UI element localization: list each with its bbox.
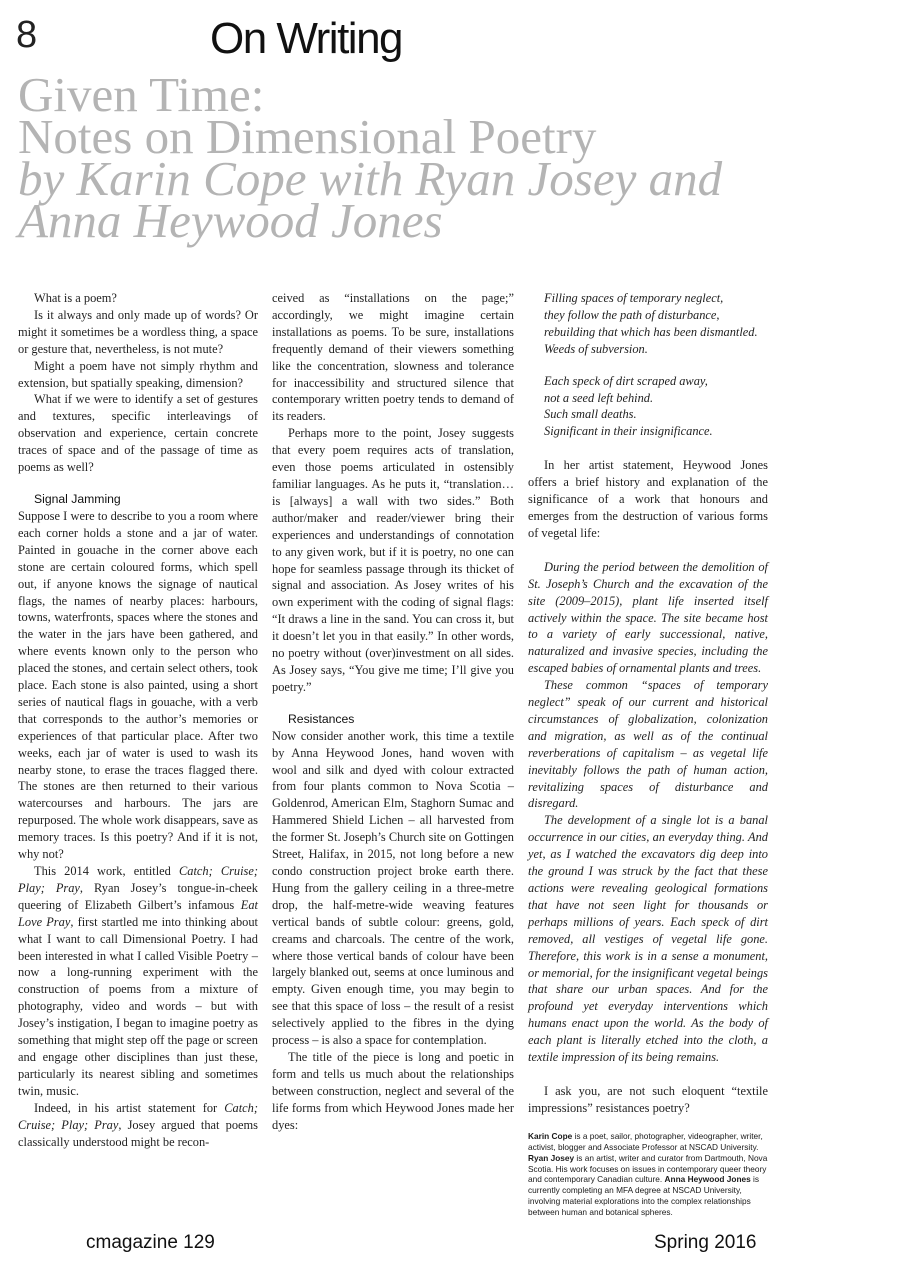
bio-text: is a poet, sailor, photographer, videographer, writer, activist, blogger and Associate Professor at NSCAD University.	[528, 1130, 763, 1152]
work-title: Catch; Cruise; Play; Pray	[18, 864, 258, 895]
footer-magazine: cmagazine 129	[86, 1232, 215, 1253]
paragraph: What is a poem?	[34, 291, 117, 305]
byline-line-1: by Karin Cope with Ryan Josey and	[18, 151, 723, 206]
bio-name: Anna Heywood Jones	[664, 1174, 751, 1185]
text-run: Indeed, in his artist statement for	[34, 1100, 225, 1115]
block-quote: During the period between the demolition of St. Joseph’s Church and the excavation of the site (2009–2015), plant life inserted itself actively within the space. The site became host to a variety of early successional, native, naturalized and invasive species, including the escaped babies of ornamental plants and trees.	[528, 559, 768, 676]
poem-line: Such small deaths.	[544, 407, 637, 422]
footer-issue: Spring 2016	[654, 1232, 757, 1253]
paragraph	[18, 1100, 258, 1151]
poem-stanza-2	[544, 373, 768, 441]
poem-line: Weeds of subversion.	[544, 341, 648, 356]
paragraph: Might a poem have not simply rhythm and extension, but spatially speaking, dimension?	[18, 358, 258, 390]
text-run: , first startled me into thinking about what I want to call Dimensional Poetry. I had been interested in what I called Visible Poetry – now a long-running experiment with the construction of poems from a mixture of photography, video and words – but with Josey’s instigation, I began to imagine poetry as something that might step off the page or screen and engage other disciplines than just these, particularly its nearest sibling and sometimes twin, music.	[18, 914, 258, 1098]
title-line-1: Given Time:	[18, 67, 265, 122]
text-run: This 2014 work, entitled	[34, 864, 179, 878]
spacer	[528, 1066, 768, 1083]
paragraph: Perhaps more to the point, Josey suggests that every poem requires acts of translation, even those poems articulated in ostensibly familiar languages. As he puts it, “translation…is [always] a wall with two sides.” Both author/maker and reader/viewer bring their experiences and understandings of connotation to any given work, but if it is poetry, no one can hope for seamless passage through its thicket of signal and association. As Josey writes of his own experiment with the coding of signal flags: “It draws a line in the sand. You can cross it, but it doesn’t let you in that easily.” In other words, no poetry without (over)investment on all sides. As Josey says, “You give me time; I’ll give you poetry.”	[272, 426, 514, 694]
text-run: , Ryan Josey’s tongue-in-cheek queering of Elizabeth Gilbert’s infamous	[18, 880, 258, 912]
book-title: Eat Love Pray	[18, 897, 258, 929]
paragraph	[18, 863, 258, 1100]
poem-line: Each speck of dirt scraped away,	[544, 373, 708, 388]
bio-text: is an artist, writer and curator from Dartmouth, Nova Scotia. His work focuses on issues in contemporary queer theory and contemporary Canadian culture.	[528, 1152, 768, 1185]
block-quote: These common “spaces of temporary neglect” speak of our current and historical circumstances of globalization, colonization and migration, as well as of the continual reverberations of capitalism – as vegetal life inevitably follows the path of human action, revitalizing spaces of disturbance and disregard.	[528, 678, 768, 811]
bio-text: is currently completing an MFA degree at NSCAD University, involving material explorations into the complex relationships between human and botanical spheres.	[528, 1174, 760, 1218]
paragraph: What if we were to identify a set of gestures and textures, specific interleavings of observation and experience, certain concrete traces of space and of the passage of time as poems as well?	[18, 392, 258, 475]
block-quote: The development of a single lot is a banal occurrence in our cities, an everyday thing. And yet, as I watched the excavators dig deep into the ground I was struck by the fact that these actions were revealing geological formations that have not seen light for thousands or perhaps millions of years. Each speck of dirt removed, all vestiges of vegetal life gone. Therefore, this work is in a sense a monument, or memorial, for the insignificant vegetal beings that share our urban spaces. And for the profound yet everyday interventions which humans enact upon the world. As the body of each plant is literally etched into the cloth, a textile impression of its being remains.	[528, 813, 768, 1065]
column-2	[272, 290, 514, 1134]
paragraph: Now consider another work, this time a textile by Anna Heywood Jones, hand woven with wool and silk and dyed with colour extracted from four plants common to Nova Scotia – Goldenrod, American Elm, Staghorn Sumac and Hammered Shield Lichen – all harvested from the former St. Joseph’s Church site on Gottingen Street, Halifax, in 2015, not long before a new condo construction project broke earth there. Hung from the gallery ceiling in a three-metre drop, the half-metre-wide weaving features vertical bands of subtle colour: greens, gold, creams and charcoals. The centre of the work, where those vertical bands of colour have been largely blanked out, seems at once luminous and empty. Given enough time, you may begin to see that this space of loss – the result of a resist selectively applied to the fibres in the dying process – is also a space for contemplation.	[272, 728, 514, 1048]
paragraph: Is it always and only made up of words? Or might it sometimes be a wordless thing, a space or gesture that, nevertheless, is not mute?	[18, 307, 258, 356]
subheading-resistances: Resistances	[288, 711, 355, 726]
column-3	[528, 290, 768, 1218]
paragraph: The title of the piece is long and poetic in form and tells us much about the relationships between construction, neglect and several of the life forms from which Heywood Jones made her dyes:	[272, 1049, 514, 1132]
stanza-spacer	[528, 358, 768, 373]
contributor-bio	[528, 1131, 768, 1218]
subheading-signal-jamming: Signal Jamming	[34, 491, 121, 506]
poem-line: rebuilding that which has been dismantled.	[544, 324, 758, 339]
column-1	[18, 290, 258, 1150]
poem-line: Significant in their insignificance.	[544, 424, 713, 439]
page-number: 8	[16, 14, 37, 56]
poem-line: they follow the path of disturbance,	[544, 307, 720, 322]
article-title	[18, 67, 898, 248]
poem-stanza-1	[544, 290, 768, 358]
spacer	[528, 440, 768, 457]
title-line-2: Notes on Dimensional Poetry	[18, 109, 597, 164]
paragraph: In her artist statement, Heywood Jones offers a brief history and explanation of the significance of a work that honours and emerges from the destruction of various forms of vegetal life:	[528, 458, 768, 540]
paragraph: I ask you, are not such eloquent “textile impressions” resistances poetry?	[528, 1083, 768, 1115]
byline-line-2: Anna Heywood Jones	[18, 193, 443, 248]
bio-name: Ryan Josey	[528, 1152, 575, 1163]
work-title: Catch; Cruise; Play; Pray	[18, 1100, 258, 1132]
paragraph: Suppose I were to describe to you a room where each corner holds a stone and a jar of water. Painted in gouache in the corner above each stone are certain coloured forms, which spell out, if anyone knows the signage of nautical flags, the names of nearby places: harbours, towns, waterfronts, spaces where the stones and the water in the jars have been gathered, and where events known only to the person who placed the stones, and certain select others, took place. Each stone is also painted, using a short series of nautical flags in gouache, with a verb that corresponds to the author’s memories or experiences of that particular place. After two weeks, each jar of water is used to wash its nearby stone, to erase the traces flagged there. The stones are then returned to their various watercourses and harbours. The jars are repurposed. The whole work disappears, save as memory traces. Is this poetry? And if it is not, why not?	[18, 508, 258, 862]
bio-name: Karin Cope	[528, 1130, 573, 1141]
text-run: , Josey argued that poems classically understood might be recon-	[18, 1117, 258, 1149]
paragraph: ceived as “installations on the page;” accordingly, we might imagine certain installations as poems. To be sure, installations frequently demand of their viewers something like the concentration, slowness and tolerance for inaccessibility and structured silence that contemporary written poetry tends to demand of its readers.	[272, 291, 514, 424]
spacer	[528, 542, 768, 559]
poem-line: not a seed left behind.	[544, 390, 654, 405]
poem-line: Filling spaces of temporary neglect,	[544, 291, 724, 305]
section-title: On Writing	[210, 14, 403, 63]
